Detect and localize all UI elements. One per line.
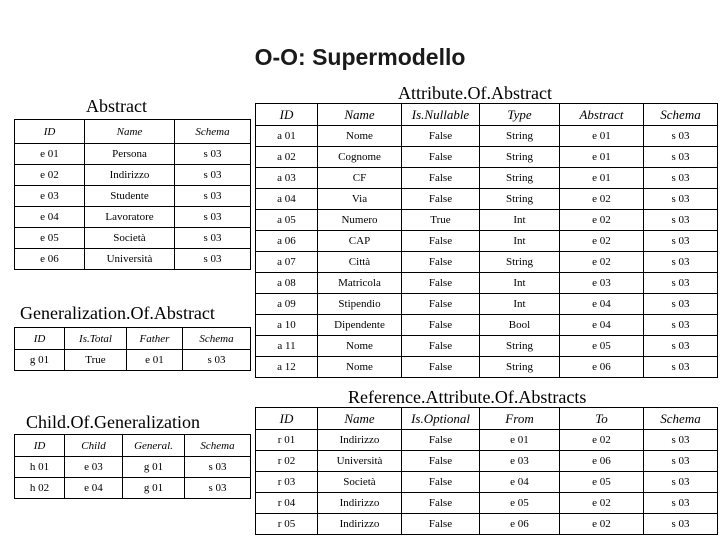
column-header: Schema [644, 408, 718, 430]
reference-attribute-of-abstracts-table [255, 407, 718, 535]
table-cell: r 04 [256, 493, 318, 514]
table-cell: g 01 [123, 478, 185, 499]
table-cell: e 04 [15, 207, 85, 228]
table-cell: s 03 [175, 165, 251, 186]
table-cell: Lavoratore [85, 207, 175, 228]
generalization-of-abstract-table [14, 327, 251, 371]
table-cell: e 06 [480, 514, 560, 535]
table-cell: Matricola [318, 273, 402, 294]
table-row [256, 451, 718, 472]
table-cell: e 05 [560, 336, 644, 357]
table-cell: s 03 [644, 430, 718, 451]
table-cell: e 01 [15, 144, 85, 165]
table-cell: a 06 [256, 231, 318, 252]
table-cell: s 03 [644, 168, 718, 189]
table-row [256, 472, 718, 493]
table-cell: String [480, 357, 560, 378]
column-header: Is.Total [65, 328, 127, 350]
abstract-table [14, 119, 251, 270]
table-cell: a 09 [256, 294, 318, 315]
table-cell: False [402, 493, 480, 514]
table-row [256, 336, 718, 357]
column-header: To [560, 408, 644, 430]
table-cell: s 03 [644, 294, 718, 315]
table-cell: False [402, 514, 480, 535]
table-cell: a 02 [256, 147, 318, 168]
table-cell: False [402, 126, 480, 147]
table-cell: String [480, 126, 560, 147]
table-cell: s 03 [644, 336, 718, 357]
table-cell: Int [480, 294, 560, 315]
table-cell: True [402, 210, 480, 231]
table-row [256, 430, 718, 451]
table-cell: e 04 [560, 315, 644, 336]
table-row [256, 357, 718, 378]
column-header: Name [85, 120, 175, 144]
table-cell: False [402, 472, 480, 493]
column-header: Child [65, 435, 123, 457]
table-cell: s 03 [644, 357, 718, 378]
table-cell: Indirizzo [318, 514, 402, 535]
table-cell: s 03 [644, 472, 718, 493]
table-row [256, 315, 718, 336]
table-cell: r 01 [256, 430, 318, 451]
column-header: Schema [175, 120, 251, 144]
table-cell: g 01 [123, 457, 185, 478]
column-header: ID [256, 408, 318, 430]
table-cell: e 03 [480, 451, 560, 472]
table-row [15, 165, 251, 186]
table-row [15, 249, 251, 270]
table-cell: False [402, 189, 480, 210]
table-cell: Indirizzo [85, 165, 175, 186]
table-cell: Bool [480, 315, 560, 336]
column-header: Abstract [560, 104, 644, 126]
table-cell: String [480, 147, 560, 168]
table-cell: r 03 [256, 472, 318, 493]
table-cell: String [480, 168, 560, 189]
table-cell: e 04 [560, 294, 644, 315]
table-cell: s 03 [644, 451, 718, 472]
table-cell: Nome [318, 336, 402, 357]
table-cell: r 05 [256, 514, 318, 535]
table-row [15, 144, 251, 165]
table-cell: e 05 [480, 493, 560, 514]
attribute-of-abstract-table [255, 103, 718, 378]
table-cell: e 06 [560, 451, 644, 472]
table-cell: Università [318, 451, 402, 472]
reference-table-title: Reference.Attribute.Of.Abstracts [348, 387, 587, 407]
column-header: Schema [185, 435, 251, 457]
table-cell: s 03 [644, 273, 718, 294]
table-cell: e 02 [560, 189, 644, 210]
table-cell: Indirizzo [318, 493, 402, 514]
table-cell: Persona [85, 144, 175, 165]
table-row [256, 126, 718, 147]
table-cell: False [402, 357, 480, 378]
table-cell: String [480, 189, 560, 210]
table-cell: h 01 [15, 457, 65, 478]
table-cell: s 03 [175, 228, 251, 249]
table-cell: s 03 [175, 186, 251, 207]
table-cell: e 01 [560, 147, 644, 168]
column-header: Schema [644, 104, 718, 126]
column-header: Type [480, 104, 560, 126]
table-cell: False [402, 168, 480, 189]
table-row [256, 231, 718, 252]
table-cell: Int [480, 231, 560, 252]
table-cell: r 02 [256, 451, 318, 472]
table-cell: a 07 [256, 252, 318, 273]
table-cell: a 12 [256, 357, 318, 378]
table-cell: e 02 [560, 231, 644, 252]
table-cell: s 03 [644, 126, 718, 147]
table-cell: a 01 [256, 126, 318, 147]
table-cell: Nome [318, 126, 402, 147]
table-cell: False [402, 430, 480, 451]
table-cell: e 02 [15, 165, 85, 186]
table-cell: Università [85, 249, 175, 270]
table-cell: s 03 [175, 144, 251, 165]
table-row [256, 210, 718, 231]
table-cell: s 03 [183, 350, 251, 371]
table-row [256, 294, 718, 315]
attribute-table-title: Attribute.Of.Abstract [398, 83, 552, 103]
table-cell: False [402, 273, 480, 294]
column-header: ID [15, 328, 65, 350]
table-cell: CAP [318, 231, 402, 252]
column-header: Name [318, 408, 402, 430]
table-cell: g 01 [15, 350, 65, 371]
table-cell: Società [318, 472, 402, 493]
table-cell: h 02 [15, 478, 65, 499]
table-cell: e 04 [65, 478, 123, 499]
table-cell: Società [85, 228, 175, 249]
table-cell: s 03 [644, 147, 718, 168]
table-cell: False [402, 451, 480, 472]
table-cell: Città [318, 252, 402, 273]
table-cell: s 03 [644, 315, 718, 336]
table-cell: True [65, 350, 127, 371]
table-cell: False [402, 315, 480, 336]
column-header: ID [15, 435, 65, 457]
table-cell: False [402, 252, 480, 273]
table-row [256, 252, 718, 273]
table-cell: s 03 [185, 478, 251, 499]
table-row [256, 168, 718, 189]
table-cell: s 03 [175, 249, 251, 270]
table-cell: False [402, 147, 480, 168]
table-cell: String [480, 252, 560, 273]
table-cell: s 03 [644, 189, 718, 210]
table-cell: e 02 [560, 514, 644, 535]
table-row [256, 189, 718, 210]
table-cell: False [402, 294, 480, 315]
table-cell: e 01 [480, 430, 560, 451]
table-cell: Int [480, 210, 560, 231]
table-cell: a 10 [256, 315, 318, 336]
child-of-generalization-table [14, 434, 251, 499]
table-cell: Cognome [318, 147, 402, 168]
table-cell: a 04 [256, 189, 318, 210]
table-cell: False [402, 336, 480, 357]
table-cell: s 03 [175, 207, 251, 228]
table-cell: Stipendio [318, 294, 402, 315]
table-cell: CF [318, 168, 402, 189]
table-cell: e 01 [560, 168, 644, 189]
column-header: ID [256, 104, 318, 126]
table-cell: s 03 [644, 252, 718, 273]
table-row [256, 514, 718, 535]
table-cell: e 03 [15, 186, 85, 207]
generalization-table-title: Generalization.Of.Abstract [20, 303, 215, 323]
table-cell: e 04 [480, 472, 560, 493]
table-cell: Via [318, 189, 402, 210]
column-header: Is.Nullable [402, 104, 480, 126]
table-row [256, 493, 718, 514]
table-cell: e 01 [560, 126, 644, 147]
table-cell: e 02 [560, 210, 644, 231]
table-cell: a 03 [256, 168, 318, 189]
table-cell: e 02 [560, 430, 644, 451]
table-cell: e 01 [127, 350, 183, 371]
table-cell: Numero [318, 210, 402, 231]
table-cell: e 03 [560, 273, 644, 294]
table-row [15, 186, 251, 207]
table-cell: a 05 [256, 210, 318, 231]
table-cell: False [402, 231, 480, 252]
table-cell: e 06 [15, 249, 85, 270]
column-header: General. [123, 435, 185, 457]
column-header: Father [127, 328, 183, 350]
table-cell: s 03 [644, 493, 718, 514]
table-cell: e 05 [15, 228, 85, 249]
abstract-table-title: Abstract [86, 96, 147, 116]
table-cell: Studente [85, 186, 175, 207]
column-header: Schema [183, 328, 251, 350]
table-row [15, 228, 251, 249]
table-cell: s 03 [644, 231, 718, 252]
table-row [15, 350, 251, 371]
table-cell: String [480, 336, 560, 357]
table-cell: Int [480, 273, 560, 294]
header-row [15, 328, 251, 350]
table-cell: e 02 [560, 252, 644, 273]
header-row [256, 408, 718, 430]
column-header: ID [15, 120, 85, 144]
header-row [15, 435, 251, 457]
table-row [15, 478, 251, 499]
table-row [256, 273, 718, 294]
column-header: From [480, 408, 560, 430]
table-cell: Dipendente [318, 315, 402, 336]
table-row [256, 147, 718, 168]
slide-title: O-O: Supermodello [254, 44, 466, 70]
table-cell: e 02 [560, 493, 644, 514]
table-row [15, 457, 251, 478]
table-cell: a 08 [256, 273, 318, 294]
table-cell: e 05 [560, 472, 644, 493]
table-cell: s 03 [185, 457, 251, 478]
column-header: Name [318, 104, 402, 126]
table-cell: e 06 [560, 357, 644, 378]
table-cell: Indirizzo [318, 430, 402, 451]
table-row [15, 207, 251, 228]
column-header: Is.Optional [402, 408, 480, 430]
header-row [15, 120, 251, 144]
table-cell: s 03 [644, 210, 718, 231]
table-cell: a 11 [256, 336, 318, 357]
table-cell: s 03 [644, 514, 718, 535]
table-cell: Nome [318, 357, 402, 378]
header-row [256, 104, 718, 126]
child-table-title: Child.Of.Generalization [26, 412, 200, 432]
table-cell: e 03 [65, 457, 123, 478]
